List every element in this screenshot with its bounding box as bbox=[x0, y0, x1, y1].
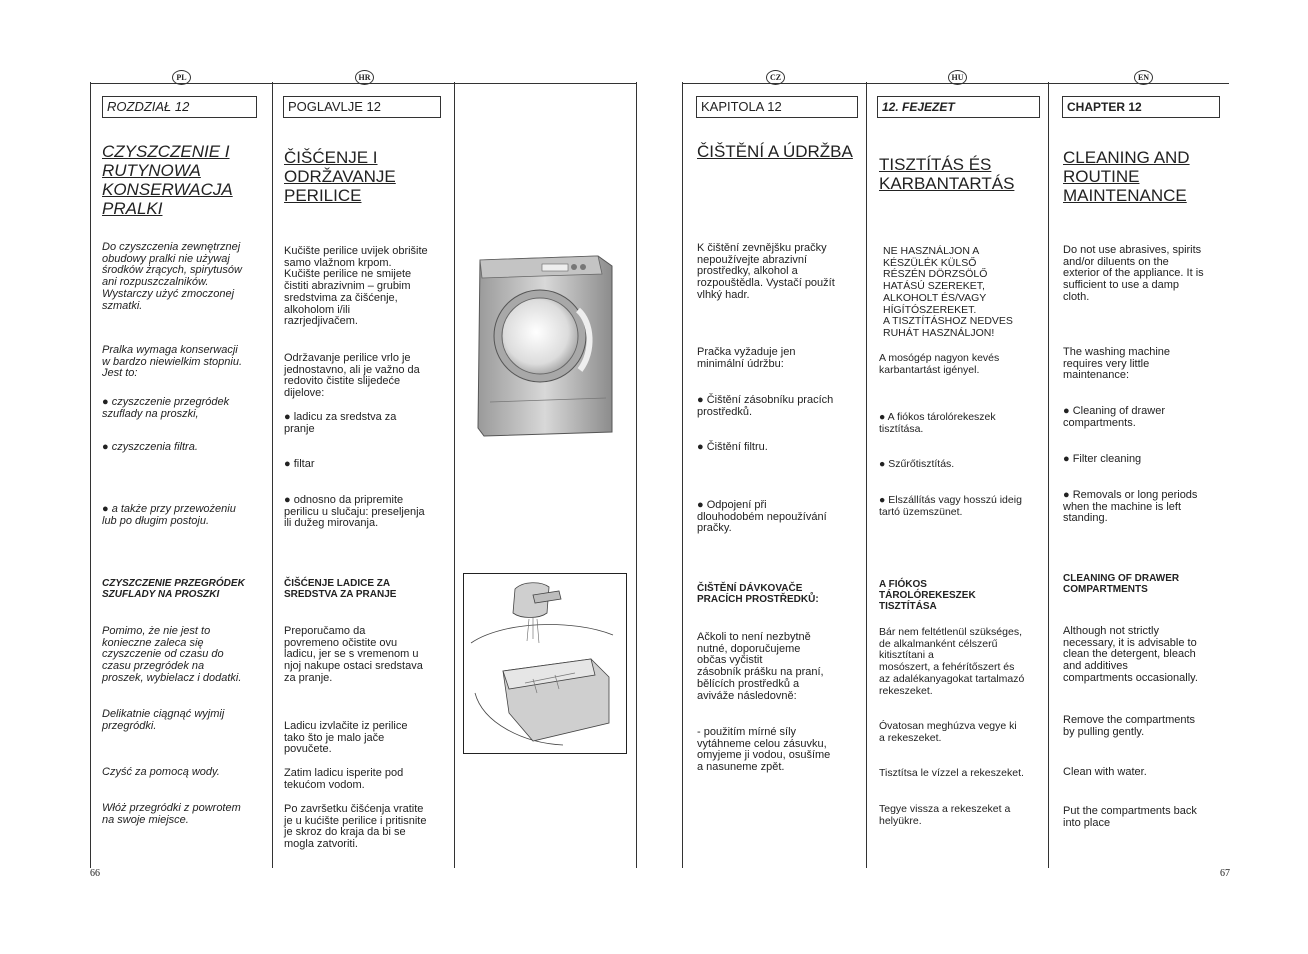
paragraph-hr-1: Kučište perilice uvijek obrišite samo vlažnom krpom. Kučište perilice ne smijete čistiti abrazivnim – grubim sredstvima za čišćenje, alkoholom i/ili razrjedjivačem. bbox=[284, 245, 428, 328]
language-badge-hr: HR bbox=[355, 70, 374, 85]
paragraph-en-3: Although not strictly necessary, it is advisable to clean the detergent, bleach and additives compartments occasionally. bbox=[1063, 625, 1198, 684]
bullet-hr-2: ● filtar bbox=[284, 458, 315, 470]
paragraph-hr-2: Održavanje perilice vrlo je jednostavno, ali je važno da redovito čistite slijedeće dijelove: bbox=[284, 352, 420, 400]
bullet-pl-1: ● czyszczenie przegródek szuflady na proszki, bbox=[102, 396, 230, 420]
section-title-hr: ČIŠĆENJE I ODRŽAVANJE PERILICE bbox=[284, 148, 396, 205]
section-title-pl: CZYSZCZENIE I RUTYNOWA KONSERWACJA PRALKI bbox=[102, 142, 233, 218]
bullet-hr-1: ● ladicu za sredstva za pranje bbox=[284, 411, 397, 435]
column-divider bbox=[682, 82, 683, 868]
paragraph-cz-3: Ačkoli to není nezbytně nutné, doporučujeme občas vyčistit zásobník prášku na praní, bělících prostředků a aviváže následovně: bbox=[697, 631, 824, 702]
page-number-right: 67 bbox=[1220, 868, 1230, 879]
bullet-en-2: ● Filter cleaning bbox=[1063, 453, 1142, 465]
paragraph-en-2: The washing machine requires very little maintenance: bbox=[1063, 346, 1171, 382]
paragraph-hr-3: Preporučamo da povremeno očistite ovu ladicu, jer se s vremenom u njoj nakupe ostaci sredstava za pranje. bbox=[284, 625, 423, 684]
chapter-label-hr: POGLAVLJE 12 bbox=[283, 96, 441, 118]
bullet-cz-2: ● Čištění filtru. bbox=[697, 441, 768, 453]
column-divider bbox=[866, 82, 867, 868]
paragraph-en-1: Do not use abrasives, spirits and/or diluents on the exterior of the appliance. It is sufficient to use a damp cloth. bbox=[1063, 244, 1204, 303]
paragraph-en-4: Remove the compartments by pulling gently. bbox=[1063, 714, 1196, 738]
bullet-hu-2: ● Szűrőtisztítás. bbox=[879, 458, 955, 470]
paragraph-en-5: Clean with water. bbox=[1063, 766, 1147, 778]
language-badge-hu: HU bbox=[948, 70, 967, 85]
column-divider bbox=[1048, 82, 1049, 868]
paragraph-pl-2: Pralka wymaga konserwacji w bardzo niewielkim stopniu. Jest to: bbox=[102, 344, 243, 380]
subheading-en: CLEANING OF DRAWER COMPARTMENTS bbox=[1063, 573, 1180, 595]
subheading-hu: A FIÓKOS TÁROLÓREKESZEK TISZTÍTÁSA bbox=[879, 579, 976, 612]
chapter-label-cz: KAPITOLA 12 bbox=[696, 96, 858, 118]
detergent-drawer-illustration bbox=[463, 573, 627, 754]
paragraph-hu-4: Óvatosan meghúzva vegye ki a rekeszeket. bbox=[879, 720, 1017, 744]
paragraph-en-6: Put the compartments back into place bbox=[1063, 805, 1197, 829]
paragraph-pl-6: Włóż przegródki z powrotem na swoje miejsce. bbox=[102, 802, 241, 826]
language-badge-cz: CZ bbox=[766, 70, 785, 85]
section-title-en: CLEANING AND ROUTINE MAINTENANCE bbox=[1063, 148, 1190, 205]
chapter-label-pl: ROZDZIAŁ 12 bbox=[102, 96, 257, 118]
subheading-hr: ČIŠĆENJE LADICE ZA SREDSTVA ZA PRANJE bbox=[284, 578, 397, 600]
paragraph-hu-1: NE HASZNÁLJON A KÉSZÜLÉK KÜLSŐ RÉSZÉN DÖRZSÖLŐ HATÁSÚ SZEREKET, ALKOHOLT ÉS/VAGY HÍGÍTÓSZEREKET. A TISZTÍTÁSHOZ NEDVES RUHÁT HASZNÁLJON! bbox=[883, 245, 1013, 339]
washing-machine-illustration bbox=[470, 252, 620, 442]
bullet-cz-1: ● Čištění zásobníku pracích prostředků. bbox=[697, 394, 834, 418]
paragraph-pl-3: Pomimo, że nie jest to konieczne zaleca się czyszczenie od czasu do czasu przegródek na proszek, wybielacz i dodatki. bbox=[102, 625, 242, 684]
bullet-en-3: ● Removals or long periods when the machine is left standing. bbox=[1063, 489, 1198, 525]
language-badge-pl: PL bbox=[172, 70, 191, 85]
column-divider bbox=[454, 82, 455, 868]
subheading-cz: ČIŠTĚNÍ DÁVKOVAČE PRACÍCH PROSTŘEDKŮ: bbox=[697, 583, 819, 605]
bullet-hu-3: ● Elszállítás vagy hosszú ideig tartó üzemszünet. bbox=[879, 494, 1022, 518]
paragraph-hr-6: Po završetku čišćenja vratite je u kućište perilice i pritisnite je skroz do kraja da bi se mogla zatvoriti. bbox=[284, 803, 427, 851]
paragraph-hr-5: Zatim ladicu isperite pod tekućom vodom. bbox=[284, 767, 404, 791]
paragraph-hu-5: Tisztítsa le vízzel a rekeszeket. bbox=[879, 767, 1024, 779]
bullet-pl-3: ● a także przy przewożeniu lub po długim postoju. bbox=[102, 503, 236, 527]
page-number-left: 66 bbox=[90, 868, 100, 879]
section-title-cz: ČIŠTĚNÍ A ÚDRŽBA bbox=[697, 142, 853, 161]
paragraph-hu-3: Bár nem feltétlenül szükséges, de alkalmanként célszerű kitisztítani a mosószert, a fehérítőszert és az adalékanyagokat tartalmazó rekeszeket. bbox=[879, 626, 1025, 697]
section-title-hu: TISZTÍTÁS ÉS KARBANTARTÁS bbox=[879, 155, 1015, 193]
paragraph-pl-1: Do czyszczenia zewnętrznej obudowy pralki nie używaj środków żrących, spirytusów ani rozpuszczalników. Wystarczy użyć zmoczonej szmatki. bbox=[102, 241, 242, 312]
paragraph-pl-5: Czyść za pomocą wody. bbox=[102, 766, 220, 778]
paragraph-hr-4: Ladicu izvlačite iz perilice tako što je malo jače povučete. bbox=[284, 720, 408, 756]
paragraph-hu-6: Tegye vissza a rekeszeket a helyükre. bbox=[879, 803, 1011, 827]
paragraph-pl-4: Delikatnie ciągnąć wyjmij przegródki. bbox=[102, 708, 225, 732]
chapter-label-hu: 12. FEJEZET bbox=[877, 96, 1040, 118]
paragraph-cz-1: K čištění zevnějšku pračky nepoužívejte abrazivní prostředky, alkohol a rozpouštědla. Vystačí použít vlhký hadr. bbox=[697, 242, 835, 301]
column-divider bbox=[272, 82, 273, 868]
paragraph-hu-2: A mosógép nagyon kevés karbantartást igényel. bbox=[879, 352, 1000, 376]
paragraph-cz-2: Pračka vyžaduje jen minimální údržbu: bbox=[697, 346, 796, 370]
bullet-hu-1: ● A fiókos tárolórekeszek tisztítása. bbox=[879, 411, 996, 435]
language-badge-en: EN bbox=[1134, 70, 1153, 85]
paragraph-cz-4: - použitím mírné síly vytáhneme celou zásuvku, omyjeme ji vodou, osušíme a nasuneme zpět. bbox=[697, 726, 831, 774]
bullet-pl-2: ● czyszczenia filtra. bbox=[102, 441, 198, 453]
bullet-cz-3: ● Odpojení při dlouhodobém nepoužívání pračky. bbox=[697, 499, 827, 535]
column-divider bbox=[636, 82, 637, 868]
column-divider bbox=[90, 82, 91, 868]
bullet-hr-3: ● odnosno da pripremite perilicu u slučaju: preseljenja ili dužeg mirovanja. bbox=[284, 494, 425, 530]
chapter-label-en: CHAPTER 12 bbox=[1062, 96, 1220, 118]
subheading-pl: CZYSZCZENIE PRZEGRÓDEK SZUFLADY NA PROSZKI bbox=[102, 578, 245, 600]
bullet-en-1: ● Cleaning of drawer compartments. bbox=[1063, 405, 1166, 429]
